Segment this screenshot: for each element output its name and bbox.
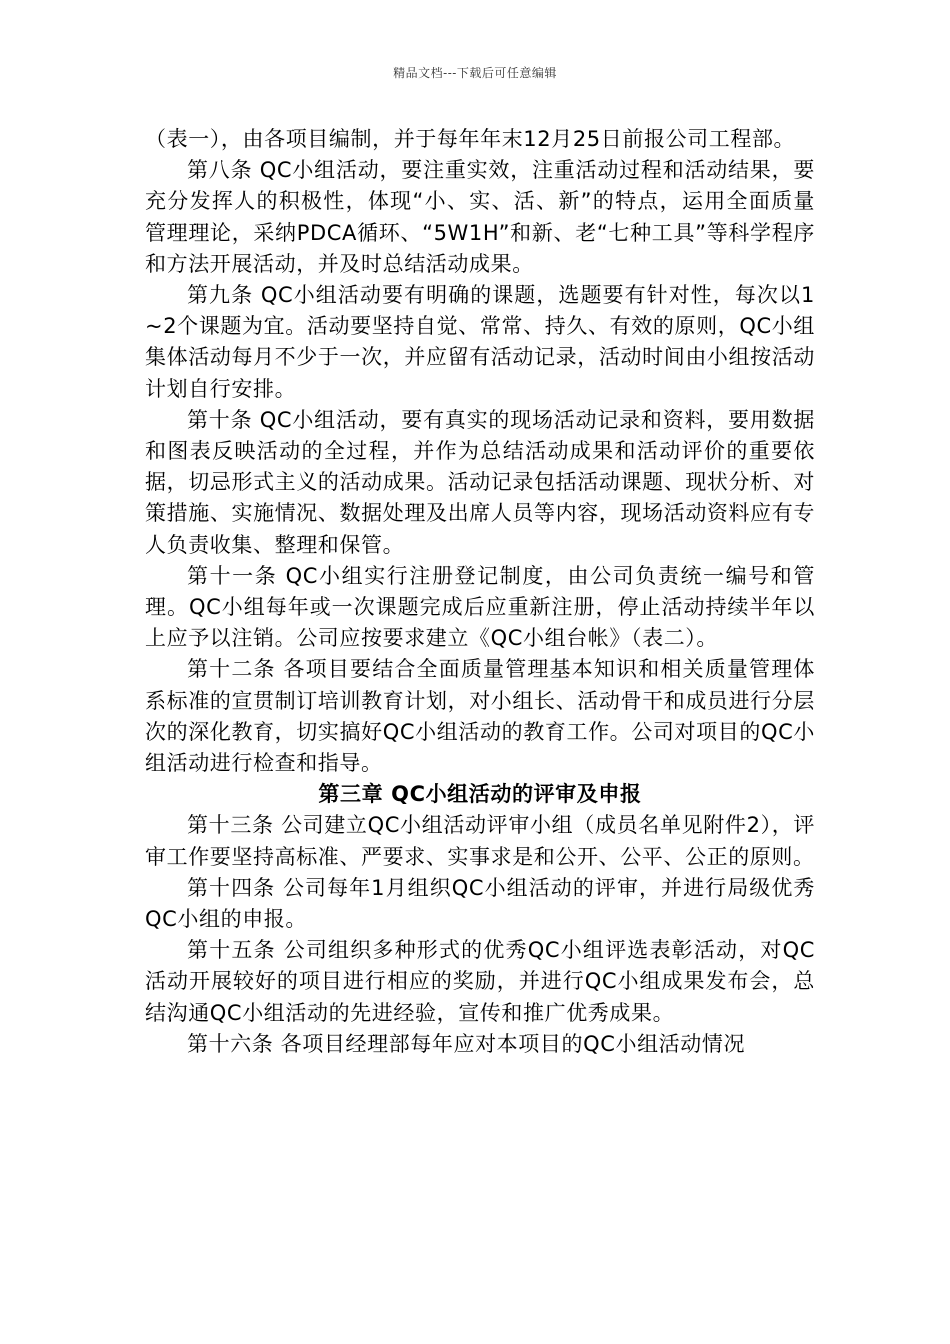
chapter-title: 第三章 QC小组活动的评审及申报: [318, 782, 642, 807]
paragraph-continuation: （表一），由各项目编制，并于每年年末12月25日前报公司工程部。: [145, 127, 796, 151]
article-11: 第十一条 QC小组实行注册登记制度，由公司负责统一编号和管理。QC小组每年或一次课题完成后应重新注册，停止活动持续半年以上应予以注销。公司应按要求建立《QC小组台帐》（表二）。: [145, 563, 815, 651]
article-9: 第九条 QC小组活动要有明确的课题，选题要有针对性，每次以1~2个课题为宜。活动要坚持自觉、常常、持久、有效的原则，QC小组集体活动每月不少于一次，并应留有活动记录，活动时间由小组按活动计划自行安排。: [145, 283, 815, 401]
article-13: 第十三条 公司建立QC小组活动评审小组（成员名单见附件2），评审工作要坚持高标准、严要求、实事求是和公开、公平、公正的原则。: [145, 813, 815, 869]
article-12: 第十二条 各项目要结合全面质量管理基本知识和相关质量管理体系标准的宣贯制订培训教育计划，对小组长、活动骨干和成员进行分层次的深化教育，切实搞好QC小组活动的教育工作。公司对项目的QC小组活动进行检查和指导。: [145, 657, 815, 776]
article-15: 第十五条 公司组织多种形式的优秀QC小组评选表彰活动，对QC活动开展较好的项目进行相应的奖励，并进行QC小组成果发布会，总结沟通QC小组活动的先进经验，宣传和推广优秀成果。: [145, 938, 815, 1025]
page-header: 精品文档---下载后可任意编辑: [393, 66, 557, 80]
article-8: 第八条 QC小组活动，要注重实效，注重活动过程和活动结果，要充分发挥人的积极性，体现“小、实、活、新”的特点，运用全面质量管理理论，采纳PDCA循环、“5W1H”和新、老“七种工具”等科学程序和方法开展活动，并及时总结活动成果。: [145, 158, 815, 276]
article-10: 第十条 QC小组活动，要有真实的现场活动记录和资料，要用数据和图表反映活动的全过程，并作为总结活动成果和活动评价的重要依据，切忌形式主义的活动成果。活动记录包括活动课题、现状分析、对策措施、实施情况、数据处理及出席人员等内容，现场活动资料应有专人负责收集、整理和保管。: [145, 407, 815, 557]
article-16: 第十六条 各项目经理部每年应对本项目的QC小组活动情况: [187, 1031, 746, 1056]
article-14: 第十四条 公司每年1月组织QC小组活动的评审，并进行局级优秀QC小组的申报。: [145, 875, 815, 932]
document-body: [145, 124, 815, 1060]
